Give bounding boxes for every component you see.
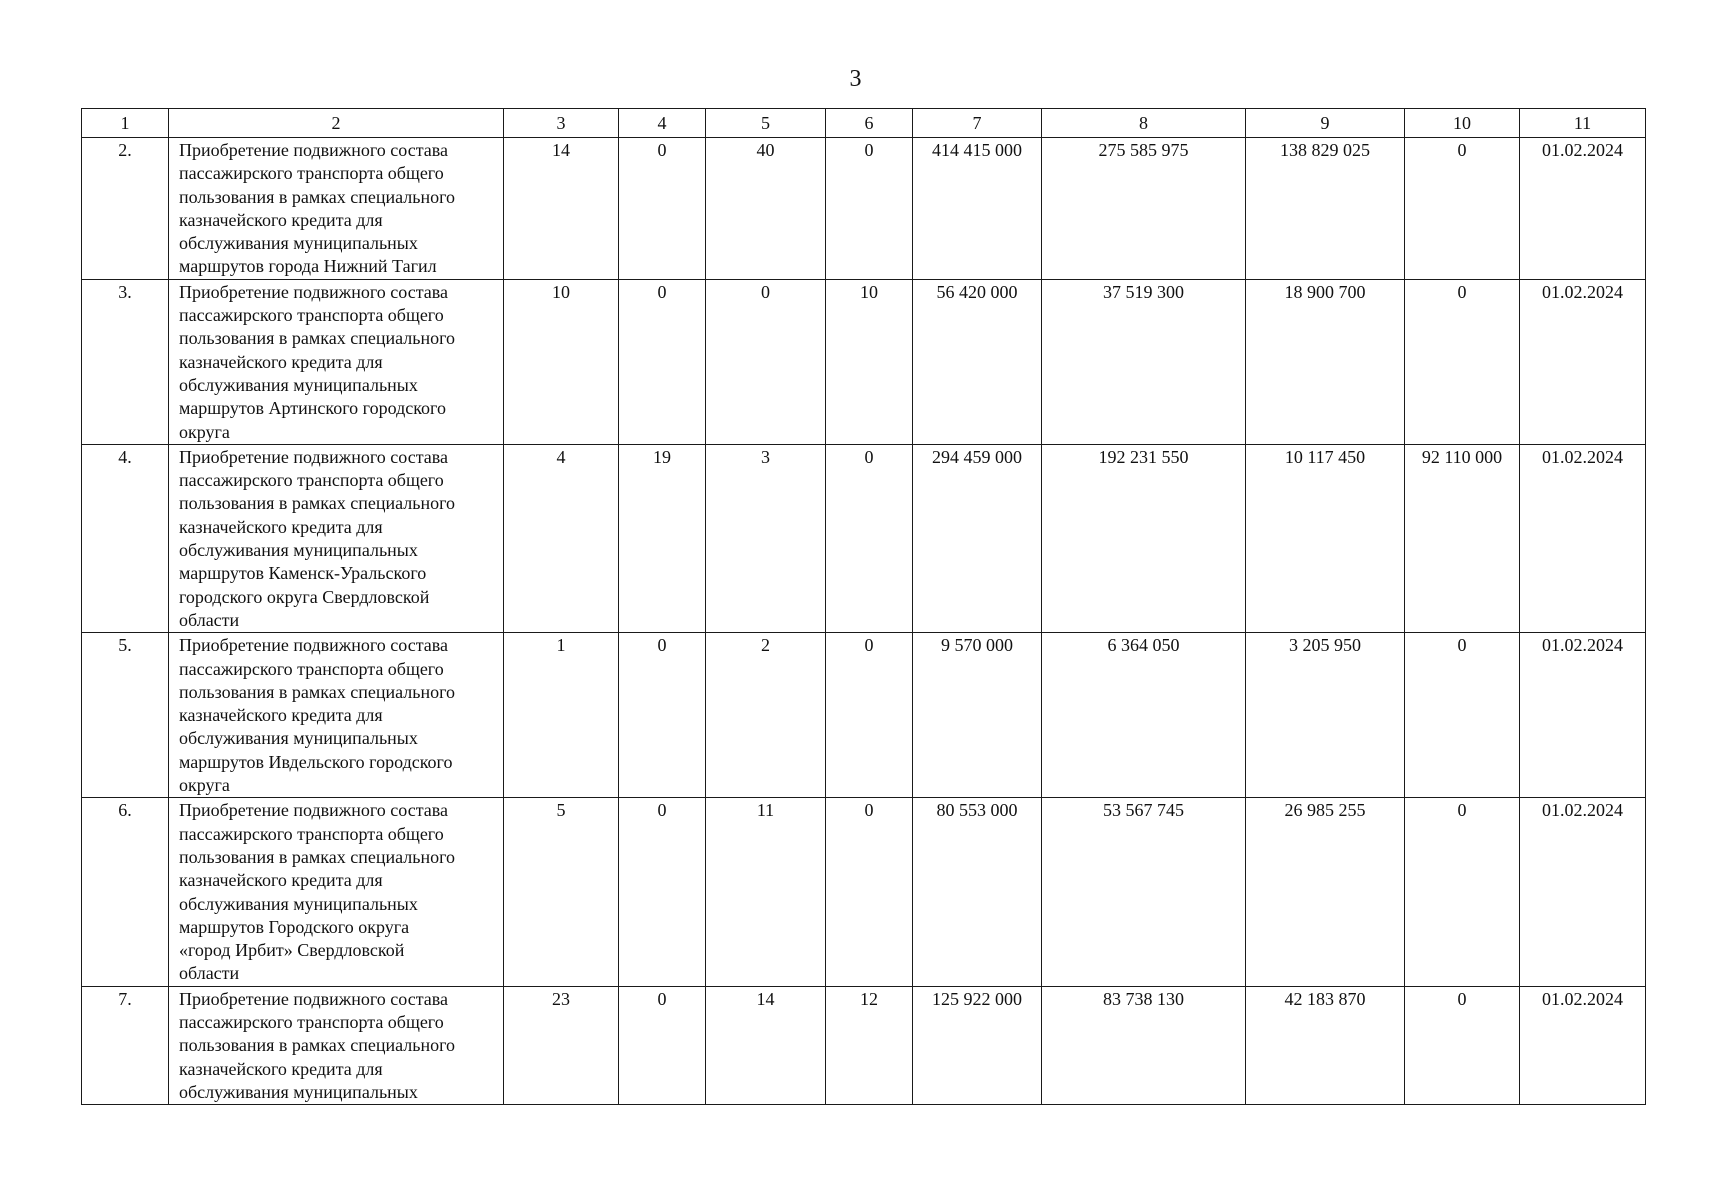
row-number-cell: 7. [82,986,169,1104]
value-cell-col7: 414 415 000 [913,138,1042,280]
description-line: обслуживания муниципальных [179,893,418,914]
value-cell-col9: 18 900 700 [1246,279,1405,444]
value-cell-col7: 56 420 000 [913,279,1042,444]
value-cell-col4: 0 [619,138,706,280]
value-cell-col8: 6 364 050 [1042,633,1246,798]
description-cell [169,633,504,798]
value-cell-col11: 01.02.2024 [1520,633,1646,798]
value-cell-col3: 1 [504,633,619,798]
value-cell-col6: 0 [826,444,913,632]
column-header: 8 [1042,109,1246,138]
table-row [82,633,1646,798]
value-cell-col11: 01.02.2024 [1520,444,1646,632]
value-cell-col10: 92 110 000 [1405,444,1520,632]
column-header: 9 [1246,109,1405,138]
description-line: городского округа Свердловской [179,586,430,607]
description-line: пользования в рамках специального [179,1035,456,1056]
value-cell-col11: 01.02.2024 [1520,279,1646,444]
description-line: округа [179,421,230,442]
value-cell-col10: 0 [1405,633,1520,798]
value-cell-col6: 0 [826,138,913,280]
description-line: обслуживания муниципальных [179,1081,418,1102]
value-cell-col8: 37 519 300 [1042,279,1246,444]
value-cell-col10: 0 [1405,798,1520,986]
value-cell-col7: 9 570 000 [913,633,1042,798]
description-cell [169,138,504,280]
value-cell-col11: 01.02.2024 [1520,986,1646,1104]
value-cell-col8: 53 567 745 [1042,798,1246,986]
value-cell-col3: 10 [504,279,619,444]
description-line: Приобретение подвижного состава [179,281,449,302]
description-line: пассажирского транспорта общего [179,163,444,184]
description-line: пользования в рамках специального [179,493,456,514]
description-line: обслуживания муниципальных [179,540,418,561]
value-cell-col7: 80 553 000 [913,798,1042,986]
description-line: Приобретение подвижного состава [179,446,449,467]
description-line: области [179,963,240,984]
description-line: пассажирского транспорта общего [179,305,444,326]
description-line: казначейского кредита для [179,705,383,726]
table-body [82,109,1646,1105]
description-line: округа [179,775,230,796]
description-line: пассажирского транспорта общего [179,658,444,679]
description-line: маршрутов Каменск-Уральского [179,563,427,584]
value-cell-col9: 3 205 950 [1246,633,1405,798]
column-header: 10 [1405,109,1520,138]
column-header: 3 [504,109,619,138]
description-line: Приобретение подвижного состава [179,635,449,656]
value-cell-col9: 42 183 870 [1246,986,1405,1104]
column-header: 2 [169,109,504,138]
value-cell-col11: 01.02.2024 [1520,138,1646,280]
value-cell-col8: 83 738 130 [1042,986,1246,1104]
description-line: пользования в рамках специального [179,681,456,702]
column-number-header-row [82,109,1646,138]
column-header: 6 [826,109,913,138]
value-cell-col5: 2 [706,633,826,798]
value-cell-col4: 0 [619,986,706,1104]
description-cell [169,986,504,1104]
value-cell-col4: 0 [619,279,706,444]
value-cell-col4: 0 [619,633,706,798]
value-cell-col3: 14 [504,138,619,280]
description-line: казначейского кредита для [179,351,383,372]
value-cell-col5: 11 [706,798,826,986]
description-line: казначейского кредита для [179,516,383,537]
description-line: маршрутов Артинского городского [179,398,446,419]
row-number-cell: 4. [82,444,169,632]
row-number-cell: 5. [82,633,169,798]
value-cell-col6: 12 [826,986,913,1104]
description-line: маршрутов Ивдельского городского [179,751,453,772]
table-row [82,798,1646,986]
data-table [81,108,1646,1105]
table-row [82,279,1646,444]
description-line: казначейского кредита для [179,870,383,891]
description-line: казначейского кредита для [179,209,383,230]
value-cell-col10: 0 [1405,138,1520,280]
description-line: пользования в рамках специального [179,328,456,349]
description-line: области [179,609,240,630]
value-cell-col8: 275 585 975 [1042,138,1246,280]
value-cell-col5: 14 [706,986,826,1104]
value-cell-col4: 0 [619,798,706,986]
description-cell [169,444,504,632]
value-cell-col8: 192 231 550 [1042,444,1246,632]
description-line: пассажирского транспорта общего [179,823,444,844]
value-cell-col10: 0 [1405,279,1520,444]
value-cell-col5: 0 [706,279,826,444]
description-line: Приобретение подвижного состава [179,988,449,1009]
value-cell-col9: 26 985 255 [1246,798,1405,986]
description-line: маршрутов Городского округа [179,916,410,937]
description-line: казначейского кредита для [179,1058,383,1079]
column-header: 1 [82,109,169,138]
table-row [82,444,1646,632]
description-line: маршрутов города Нижний Тагил [179,256,437,277]
description-line: пассажирского транспорта общего [179,470,444,491]
description-cell [169,798,504,986]
value-cell-col5: 3 [706,444,826,632]
value-cell-col9: 138 829 025 [1246,138,1405,280]
value-cell-col6: 10 [826,279,913,444]
table-row [82,138,1646,280]
column-header: 4 [619,109,706,138]
description-line: обслуживания муниципальных [179,374,418,395]
value-cell-col3: 23 [504,986,619,1104]
value-cell-col11: 01.02.2024 [1520,798,1646,986]
value-cell-col7: 294 459 000 [913,444,1042,632]
description-line: пользования в рамках специального [179,846,456,867]
row-number-cell: 6. [82,798,169,986]
value-cell-col10: 0 [1405,986,1520,1104]
description-line: обслуживания муниципальных [179,728,418,749]
table-row [82,986,1646,1104]
column-header: 5 [706,109,826,138]
description-cell [169,279,504,444]
value-cell-col3: 5 [504,798,619,986]
value-cell-col4: 19 [619,444,706,632]
value-cell-col9: 10 117 450 [1246,444,1405,632]
row-number-cell: 2. [82,138,169,280]
description-line: Приобретение подвижного состава [179,140,449,160]
value-cell-col7: 125 922 000 [913,986,1042,1104]
column-header: 7 [913,109,1042,138]
value-cell-col3: 4 [504,444,619,632]
description-line: обслуживания муниципальных [179,233,418,254]
description-line: «город Ирбит» Свердловской [179,940,405,961]
description-line: Приобретение подвижного состава [179,800,449,821]
value-cell-col6: 0 [826,798,913,986]
value-cell-col6: 0 [826,633,913,798]
row-number-cell: 3. [82,279,169,444]
page-number: 3 [849,66,862,92]
description-line: пользования в рамках специального [179,186,456,207]
description-line: пассажирского транспорта общего [179,1011,444,1032]
value-cell-col5: 40 [706,138,826,280]
column-header: 11 [1520,109,1646,138]
